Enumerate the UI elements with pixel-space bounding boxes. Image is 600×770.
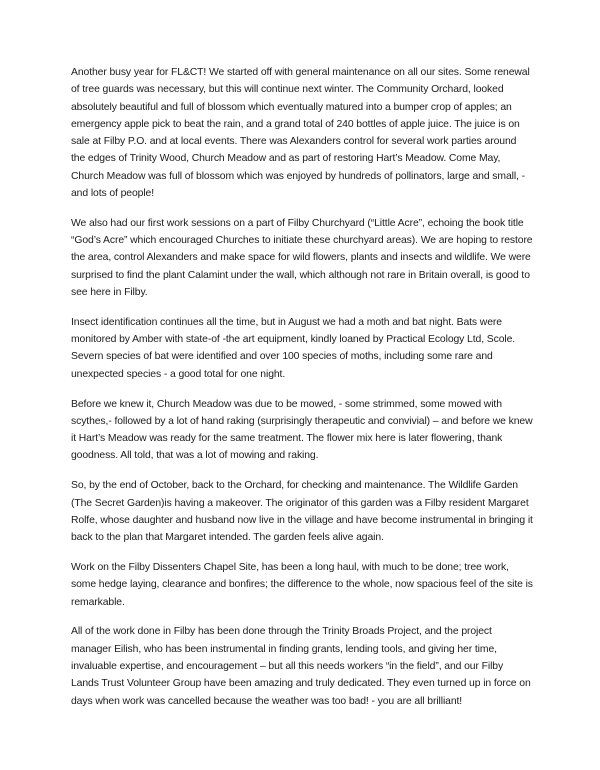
paragraph-intro: Another busy year for FL&CT! We started off with general maintenance on all our sites. Some renewal of tree guards was necessary, but this will continue next winter. The Community Orchard, looked absolutely beautiful and full of blossom which eventually matured into a bumper crop of apples; an emergency apple pick to beat the rain, and a grand total of 240 bottles of apple juice. The juice is on sale at Filby P.O. and at local events. There was Alexanders control for several work parties around the edges of Trinity Wood, Church Meadow and as part of restoring Hart’s Meadow. Come May, Church Meadow was full of blossom which was enjoyed by hundreds of pollinators, large and small, - and lots of people! <box>71 67 530 200</box>
paragraph-moth-bat-night: Insect identification continues all the time, but in August we had a moth and bat night. Bats were monitored by Amber with state-of -the art equipment, kindly loaned by Practical Ecology Ltd, Scole. Severn species of bat were identified and over 100 species of moths, including some rare and unexpected species - a good total for one night. <box>71 316 516 380</box>
paragraph-wildlife-garden: So, by the end of October, back to the Orchard, for checking and maintenance. The Wildlife Garden (The Secret Garden)is having a makeover. The originator of this garden was a Filby resident Margaret Rolfe, whose daughter and husband now live in the village and have become instrumental in bringing it back to the plan that Margaret intended. The garden feels alive again. <box>71 480 533 544</box>
paragraph-thanks: All of the work done in Filby has been done through the Trinity Broads Project, and the project manager Eilish, who has been instrumental in finding grants, lending tools, and giving her time, invaluable expertise, and encouragement – but all this needs workers “in the field”, and our Filby Lands Trust Volunteer Group have been amazing and truly dedicated. They even turned up in force on days when work was cancelled because the weather was too bad! - you are all brilliant! <box>71 626 531 707</box>
paragraph-churchyard: We also had our first work sessions on a part of Filby Churchyard (“Little Acre”, echoing the book title “God’s Acre” which encouraged Churches to initiate these churchyard areas). We are hoping to restore the area, control Alexanders and make space for wild flowers, plants and insects and wildlife. We were surprised to find the plant Calamint under the wall, which although not rare in Britain overall, is good to see here in Filby. <box>71 217 533 299</box>
paragraph-mowing: Before we knew it, Church Meadow was due to be mowed, - some strimmed, some mowed with scythes,- followed by a lot of hand raking (surprisingly therapeutic and convivial) – and before we knew it Hart’s Meadow was ready for the same treatment. The flower mix here is later flowering, thank goodness. All told, that was a lot of mowing and raking. <box>71 398 533 462</box>
document-body <box>71 64 533 722</box>
paragraph-chapel-site: Work on the Filby Dissenters Chapel Site, has been a long haul, with much to be done; tree work, some hedge laying, clearance and bonfires; the difference to the whole, now spacious feel of the site is remarkable. <box>71 561 533 608</box>
